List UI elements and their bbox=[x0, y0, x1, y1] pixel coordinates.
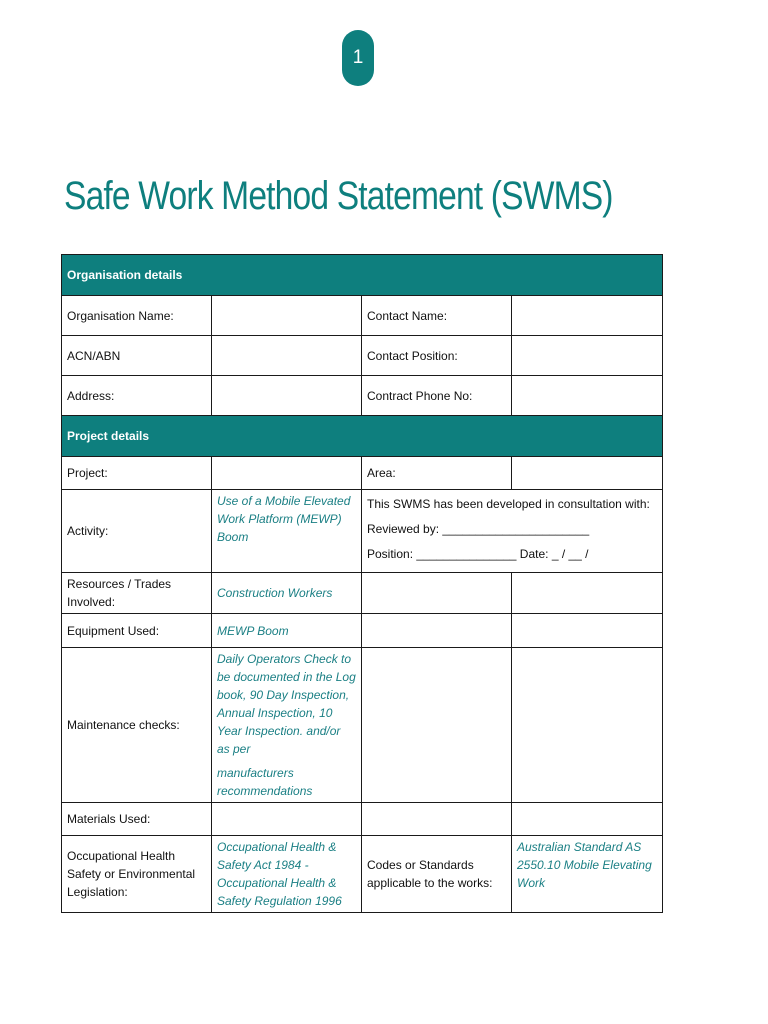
table-row bbox=[62, 376, 663, 416]
empty-cell bbox=[512, 803, 663, 836]
resources-value: Construction Workers bbox=[212, 573, 362, 614]
empty-cell bbox=[512, 573, 663, 614]
maintenance-value-line-1: Daily Operators Check to be documented in the Log book, 90 Day Inspection, Annual Inspection, 10 Year Inspection. and/or as per bbox=[217, 652, 356, 756]
codes-standards-value: Australian Standard AS 2550.10 Mobile Elevating Work bbox=[512, 836, 663, 913]
resources-label: Resources / Trades Involved: bbox=[62, 573, 212, 614]
project-field[interactable] bbox=[212, 457, 362, 490]
codes-standards-label: Codes or Standards applicable to the works: bbox=[362, 836, 512, 913]
table-row bbox=[62, 836, 663, 913]
reviewed-by-line[interactable]: Reviewed by: ______________________ bbox=[367, 522, 590, 536]
contact-name-field[interactable] bbox=[512, 296, 663, 336]
position-date-line[interactable]: Position: _______________ Date: _ / __ / bbox=[367, 547, 589, 561]
maintenance-value bbox=[212, 648, 362, 803]
table-row bbox=[62, 457, 663, 490]
empty-cell bbox=[362, 614, 512, 648]
table-row bbox=[62, 296, 663, 336]
table-row bbox=[62, 803, 663, 836]
section-header-project bbox=[62, 416, 663, 457]
contact-position-label: Contact Position: bbox=[362, 336, 512, 376]
address-label: Address: bbox=[62, 376, 212, 416]
swms-form-table bbox=[61, 254, 663, 913]
ohs-legislation-value: Occupational Health & Safety Act 1984 - Occupational Health & Safety Regulation 1996 bbox=[212, 836, 362, 913]
table-row bbox=[62, 336, 663, 376]
table-row bbox=[62, 614, 663, 648]
contact-name-label: Contact Name: bbox=[362, 296, 512, 336]
table-row bbox=[62, 648, 663, 803]
equipment-label: Equipment Used: bbox=[62, 614, 212, 648]
address-field[interactable] bbox=[212, 376, 362, 416]
area-field[interactable] bbox=[512, 457, 663, 490]
consultation-cell bbox=[362, 490, 663, 573]
materials-field[interactable] bbox=[212, 803, 362, 836]
acn-abn-label: ACN/ABN bbox=[62, 336, 212, 376]
consultation-statement: This SWMS has been developed in consultation with: bbox=[367, 497, 650, 511]
contract-phone-field[interactable] bbox=[512, 376, 663, 416]
table-row bbox=[62, 490, 663, 573]
organisation-name-label: Organisation Name: bbox=[62, 296, 212, 336]
equipment-value: MEWP Boom bbox=[212, 614, 362, 648]
maintenance-label: Maintenance checks: bbox=[62, 648, 212, 803]
empty-cell bbox=[362, 573, 512, 614]
activity-label: Activity: bbox=[62, 490, 212, 573]
empty-cell bbox=[512, 648, 663, 803]
materials-label: Materials Used: bbox=[62, 803, 212, 836]
section-header-organisation bbox=[62, 255, 663, 296]
activity-value: Use of a Mobile Elevated Work Platform (MEWP) Boom bbox=[212, 490, 362, 573]
contact-position-field[interactable] bbox=[512, 336, 663, 376]
area-label: Area: bbox=[362, 457, 512, 490]
section-title-project: Project details bbox=[62, 416, 663, 457]
organisation-name-field[interactable] bbox=[212, 296, 362, 336]
project-label: Project: bbox=[62, 457, 212, 490]
acn-abn-field[interactable] bbox=[212, 336, 362, 376]
page-number-badge: 1 bbox=[342, 30, 374, 86]
document-title: Safe Work Method Statement (SWMS) bbox=[64, 174, 613, 218]
empty-cell bbox=[362, 803, 512, 836]
section-title-organisation: Organisation details bbox=[62, 255, 663, 296]
maintenance-value-line-2: manufacturers recommendations bbox=[217, 766, 313, 798]
table-row bbox=[62, 573, 663, 614]
ohs-legislation-label: Occupational Health Safety or Environmental Legislation: bbox=[62, 836, 212, 913]
empty-cell bbox=[512, 614, 663, 648]
contract-phone-label: Contract Phone No: bbox=[362, 376, 512, 416]
empty-cell bbox=[362, 648, 512, 803]
